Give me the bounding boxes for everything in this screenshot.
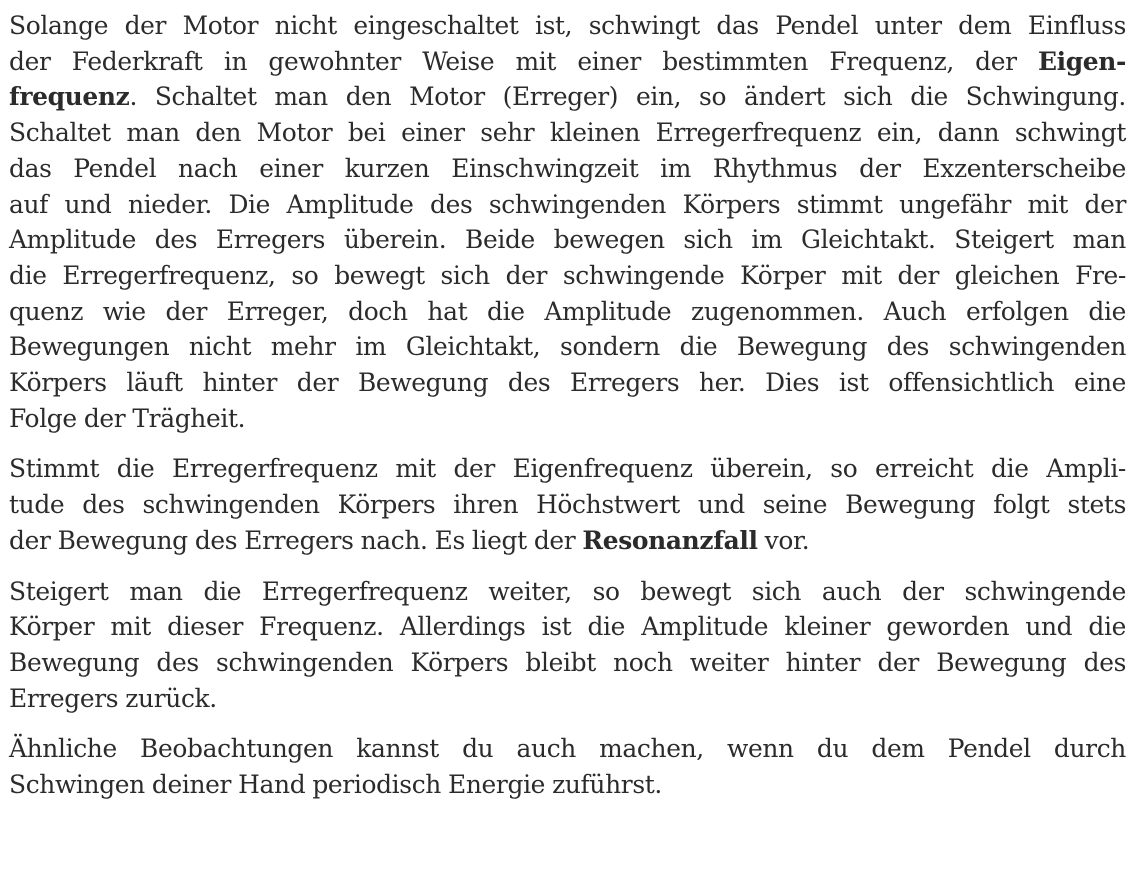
text-line [9,681,1126,717]
text-segment: Stimmt die Erregerfrequenz mit der Eigenfrequenz überein, so erreicht die Ampli- [9,454,1126,484]
text-segment: Steigert man die Erregerfrequenz weiter, so bewegt sich auch der schwingende [9,576,1126,606]
text-line [9,401,1126,437]
paragraph [9,574,1126,717]
text-segment: quenz wie der Erreger, doch hat die Amplitude zugenommen. Auch erfolgen die [9,296,1126,326]
text-segment: Schaltet man den Motor bei einer sehr kleinen Erregerfrequenz ein, dann schwingt [9,118,1126,148]
paragraph [9,731,1126,802]
text-line [9,294,1126,330]
paragraph [9,451,1126,558]
text-line [9,187,1126,223]
text-line [9,329,1126,365]
text-line [9,451,1126,487]
text-segment: Amplitude des Erregers überein. Beide bewegen sich im Gleichtakt. Steigert man [9,225,1126,255]
text-segment: der Bewegung des Erregers nach. Es liegt der [9,525,583,555]
text-segment: Erregers zurück. [9,683,217,713]
text-line [9,365,1126,401]
paragraph [9,8,1126,436]
text-line [9,115,1126,151]
text-line [9,222,1126,258]
text-segment: Körpers läuft hinter der Bewegung des Erregers her. Dies ist offensichtlich eine [9,368,1126,398]
text-segment: die Erregerfrequenz, so bewegt sich der schwingende Körper mit der gleichen Fre- [9,260,1126,290]
text-segment: Körper mit dieser Frequenz. Allerdings ist die Amplitude kleiner geworden und die [9,612,1126,642]
document-body [9,8,1126,803]
bold-term: Resonanzfall [582,525,758,555]
text-line [9,609,1126,645]
text-segment: vor. [757,525,810,555]
text-line [9,151,1126,187]
text-line [9,523,1126,559]
text-segment: . Schaltet man den Motor (Erreger) ein, so ändert sich die Schwingung. [129,82,1126,112]
text-segment: Bewegung des schwingenden Körpers bleibt noch weiter hinter der Bewegung des [9,647,1126,677]
text-segment: Ähnliche Beobachtungen kannst du auch machen, wenn du dem Pendel durch [9,734,1126,764]
bold-term: frequenz [9,82,130,112]
text-segment: Bewegungen nicht mehr im Gleichtakt, sondern die Bewegung des schwingenden [9,332,1126,362]
text-line [9,731,1126,767]
text-segment: der Federkraft in gewohnter Weise mit einer bestimmten Frequenz, der [9,46,1038,76]
text-line [9,645,1126,681]
bold-term: Eigen- [1038,46,1126,76]
text-line [9,487,1126,523]
text-line [9,8,1126,44]
text-segment: Solange der Motor nicht eingeschaltet ist, schwingt das Pendel unter dem Einfluss [9,11,1126,40]
text-segment: tude des schwingenden Körpers ihren Höchstwert und seine Bewegung folgt stets [9,490,1126,520]
text-line [9,258,1126,294]
text-segment: Schwingen deiner Hand periodisch Energie zuführst. [9,770,662,800]
text-line [9,79,1126,115]
text-segment: Folge der Trägheit. [9,403,246,433]
text-line [9,767,1126,803]
text-segment: das Pendel nach einer kurzen Einschwingzeit im Rhythmus der Exzenterscheibe [9,153,1126,183]
text-segment: auf und nieder. Die Amplitude des schwingenden Körpers stimmt ungefähr mit der [9,189,1126,219]
text-line [9,574,1126,610]
text-line [9,44,1126,80]
